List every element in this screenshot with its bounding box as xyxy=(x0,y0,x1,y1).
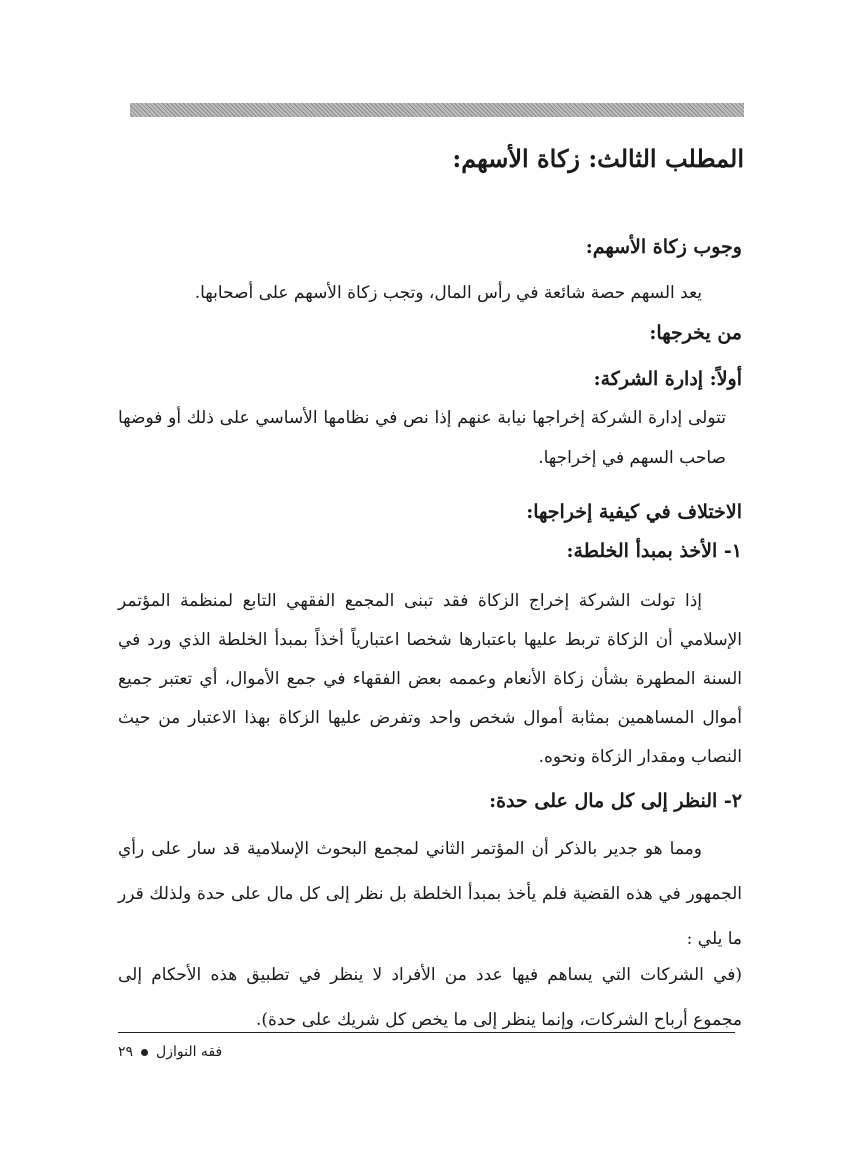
item2-quote: (في الشركات التي يساهم فيها عدد من الأفراد لا ينظر في تطبيق هذه الأحكام إلى مجموع أرباح الشركات، وإنما ينظر إلى ما يخص كل شريك على حدة). xyxy=(118,965,742,1030)
who-pays-heading: من يخرجها: xyxy=(649,322,742,344)
obligation-paragraph: يعد السهم حصة شائعة في رأس المال، وتجب زكاة الأسهم على أصحابها. xyxy=(194,283,702,303)
first-method-heading: أولاً: إدارة الشركة: xyxy=(593,368,742,390)
page-footer xyxy=(118,1044,222,1060)
item1-heading: ١- الأخذ بمبدأ الخلطة: xyxy=(566,540,742,562)
item1-paragraph: إذا تولت الشركة إخراج الزكاة فقد تبنى المجمع الفقهي التابع لمنظمة المؤتمر الإسلامي أن الزكاة تربط عليها باعتبارها شخصا اعتبارياً أخذاً بمبدأ الخلطة الذي ورد في السنة المطهرة بشأن زكاة الأنعام وعممه بعض الفقهاء في جمع الأموال، أي تعتبر جميع أموال المساهمين بمثابة أموال شخص واحد وتفرض عليها الزكاة بهذا الاعتبار من حيث النصاب ومقدار الزكاة ونحوه. xyxy=(118,591,742,767)
footer-book-title: فقه النوازل xyxy=(156,1044,223,1060)
item2-heading: ٢- النظر إلى كل مال على حدة: xyxy=(489,790,742,812)
item2-paragraph: ومما هو جدير بالذكر أن المؤتمر الثاني لمجمع البحوث الإسلامية قد سار على رأي الجمهور في هذه القضية فلم يأخذ بمبدأ الخلطة بل نظر إلى كل مال على حدة ولذلك قرر ما يلي : xyxy=(118,839,742,949)
obligation-heading: وجوب زكاة الأسهم: xyxy=(585,236,742,258)
footer-rule xyxy=(118,1032,735,1033)
section-title: المطلب الثالث: زكاة الأسهم: xyxy=(452,144,744,173)
first-method-paragraph: تتولى إدارة الشركة إخراجها نيابة عنهم إذا نص في نظامها الأساسي على ذلك أو فوضها صاحب السهم في إخراجها. xyxy=(118,408,726,468)
bullet-dot-icon xyxy=(141,1049,148,1056)
disagreement-heading: الاختلاف في كيفية إخراجها: xyxy=(526,501,742,523)
header-decorative-bar xyxy=(130,103,744,117)
page-number: ٢٩ xyxy=(118,1044,134,1060)
